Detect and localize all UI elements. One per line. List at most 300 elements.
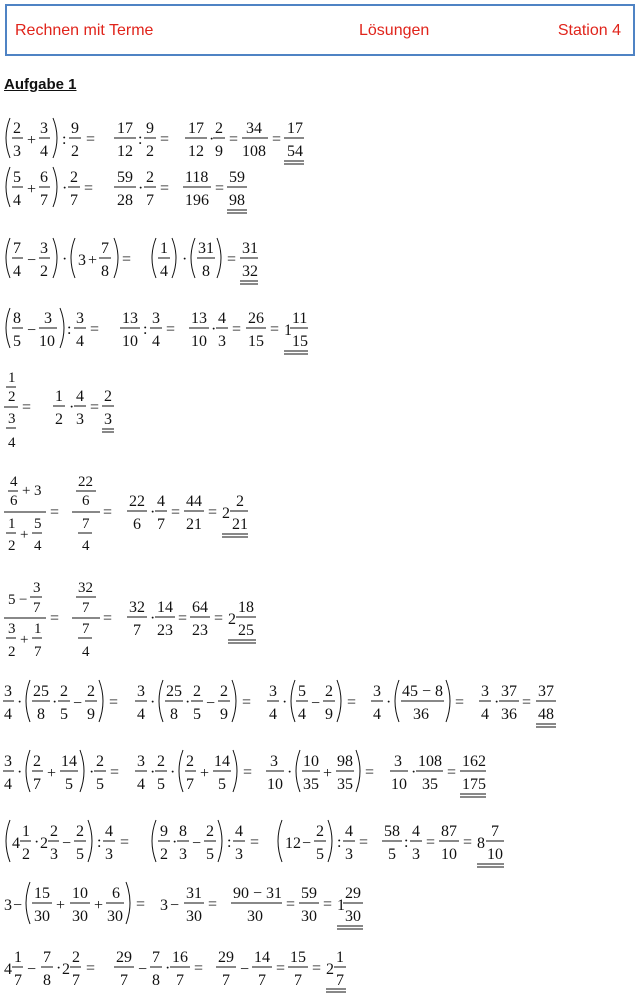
svg-text:7: 7 xyxy=(491,823,499,840)
svg-text:2: 2 xyxy=(206,823,214,840)
svg-text:31: 31 xyxy=(242,240,258,257)
svg-text:3: 3 xyxy=(345,846,353,863)
svg-text:8: 8 xyxy=(13,310,21,327)
svg-text:32: 32 xyxy=(242,263,258,280)
svg-text:7: 7 xyxy=(120,972,128,989)
svg-text:35: 35 xyxy=(337,776,353,793)
svg-text:3: 3 xyxy=(412,846,420,863)
problem-11-math xyxy=(0,874,640,934)
svg-text:+: + xyxy=(47,765,57,782)
svg-text:2: 2 xyxy=(33,753,41,770)
svg-text:175: 175 xyxy=(462,776,486,793)
svg-text:3: 3 xyxy=(137,753,145,770)
svg-text:29: 29 xyxy=(116,949,132,966)
svg-text:·: · xyxy=(150,610,156,627)
svg-text:2: 2 xyxy=(8,389,16,405)
svg-text:108: 108 xyxy=(418,753,442,770)
svg-text:4: 4 xyxy=(82,538,90,554)
svg-text:8: 8 xyxy=(152,972,160,989)
svg-text:6: 6 xyxy=(112,885,120,902)
svg-text:3: 3 xyxy=(4,753,12,770)
svg-text:=: = xyxy=(359,834,369,851)
header-solutions-label: Lösungen xyxy=(359,22,430,39)
svg-text:=: = xyxy=(84,180,94,197)
svg-text:=: = xyxy=(426,834,436,851)
svg-text:·: · xyxy=(34,834,40,851)
svg-text:·: · xyxy=(17,764,23,781)
svg-text:7: 7 xyxy=(72,972,80,989)
problem-6-math xyxy=(0,470,640,560)
svg-text:7: 7 xyxy=(336,972,344,989)
svg-text:8: 8 xyxy=(477,835,485,852)
svg-text:4: 4 xyxy=(12,835,20,852)
svg-text:2: 2 xyxy=(186,753,194,770)
svg-text:15: 15 xyxy=(292,333,308,350)
svg-text:·: · xyxy=(138,180,144,197)
svg-text:3: 3 xyxy=(105,846,113,863)
svg-text:1: 1 xyxy=(14,949,22,966)
svg-text:13: 13 xyxy=(191,310,207,327)
problem-6 xyxy=(0,470,640,554)
svg-text:7: 7 xyxy=(133,622,141,639)
svg-text:2: 2 xyxy=(13,120,21,137)
svg-text:31: 31 xyxy=(198,240,214,257)
svg-text:4: 4 xyxy=(481,706,489,723)
task-title: Aufgabe 1 xyxy=(4,76,77,93)
svg-text:·: · xyxy=(69,399,75,416)
problem-4 xyxy=(0,298,640,368)
svg-text:64: 64 xyxy=(192,599,208,616)
svg-text:8: 8 xyxy=(43,972,51,989)
svg-text:10: 10 xyxy=(267,776,283,793)
svg-text:17: 17 xyxy=(287,120,303,137)
svg-text:=: = xyxy=(208,896,218,913)
svg-text:22: 22 xyxy=(78,474,93,490)
svg-text:5: 5 xyxy=(65,776,73,793)
problem-4-math xyxy=(0,298,640,358)
svg-text:28: 28 xyxy=(117,192,133,209)
svg-text:·: · xyxy=(170,764,176,781)
svg-text:4: 4 xyxy=(157,493,165,510)
svg-text:32: 32 xyxy=(129,599,145,616)
svg-text:7: 7 xyxy=(157,516,165,533)
problem-5 xyxy=(0,368,640,451)
svg-text:=: = xyxy=(86,131,96,148)
svg-text:1: 1 xyxy=(22,823,30,840)
svg-text:15: 15 xyxy=(290,949,306,966)
svg-text:3: 3 xyxy=(44,310,52,327)
svg-text:·: · xyxy=(62,180,68,197)
svg-text:3: 3 xyxy=(50,846,58,863)
svg-text:4: 4 xyxy=(152,333,160,350)
svg-text::: : xyxy=(97,834,102,851)
svg-text:2: 2 xyxy=(40,263,48,280)
svg-text::: : xyxy=(404,834,409,851)
svg-text:30: 30 xyxy=(72,908,88,925)
svg-text:4: 4 xyxy=(4,706,12,723)
svg-text:58: 58 xyxy=(384,823,400,840)
svg-text:45 − 8: 45 − 8 xyxy=(402,683,444,700)
svg-text:·: · xyxy=(89,764,95,781)
problem-8 xyxy=(0,672,640,742)
svg-text:44: 44 xyxy=(186,493,202,510)
svg-text:·: · xyxy=(494,694,500,711)
svg-text:=: = xyxy=(250,834,260,851)
svg-text:−: − xyxy=(27,322,37,339)
svg-text:9: 9 xyxy=(325,706,333,723)
svg-text:4: 4 xyxy=(8,435,16,451)
problem-3-math xyxy=(0,228,640,288)
svg-text:=: = xyxy=(103,610,113,627)
svg-text:·: · xyxy=(150,764,156,781)
svg-text:14: 14 xyxy=(254,949,270,966)
svg-text:59: 59 xyxy=(301,885,317,902)
svg-text:4: 4 xyxy=(373,706,381,723)
svg-text:59: 59 xyxy=(229,169,245,186)
svg-text:9: 9 xyxy=(71,120,79,137)
svg-text:2: 2 xyxy=(220,683,228,700)
svg-text:22: 22 xyxy=(129,493,145,510)
svg-text:2: 2 xyxy=(193,683,201,700)
problem-12-math xyxy=(0,938,640,992)
svg-text:59: 59 xyxy=(117,169,133,186)
svg-text:4: 4 xyxy=(218,310,226,327)
svg-text:3: 3 xyxy=(40,240,48,257)
svg-text:+: + xyxy=(94,897,104,914)
svg-text:=: = xyxy=(272,131,282,148)
svg-text:162: 162 xyxy=(462,753,486,770)
svg-text:7: 7 xyxy=(43,949,51,966)
svg-text:·: · xyxy=(150,504,156,521)
svg-text:3: 3 xyxy=(137,683,145,700)
svg-text:9: 9 xyxy=(220,706,228,723)
svg-text:1: 1 xyxy=(8,370,16,386)
svg-text:·: · xyxy=(411,764,417,781)
svg-text:32: 32 xyxy=(78,580,93,596)
svg-text:25: 25 xyxy=(238,622,254,639)
svg-text:23: 23 xyxy=(192,622,208,639)
svg-text:=: = xyxy=(214,610,224,627)
svg-text:11: 11 xyxy=(292,310,308,327)
svg-text:3: 3 xyxy=(78,252,86,269)
svg-text:−: − xyxy=(62,835,72,852)
svg-text:=: = xyxy=(215,180,225,197)
svg-text:12: 12 xyxy=(188,143,204,160)
svg-text:1: 1 xyxy=(160,240,168,257)
problem-5-math xyxy=(0,368,640,458)
problem-9-math xyxy=(0,742,640,802)
svg-text:1: 1 xyxy=(55,388,63,405)
svg-text:=: = xyxy=(463,834,473,851)
svg-text:=: = xyxy=(232,321,242,338)
svg-text:9: 9 xyxy=(87,706,95,723)
svg-text:=: = xyxy=(323,896,333,913)
svg-text:2: 2 xyxy=(104,388,112,405)
svg-text:4: 4 xyxy=(269,706,277,723)
svg-text:4: 4 xyxy=(137,776,145,793)
svg-text:=: = xyxy=(276,960,286,977)
svg-text:−: − xyxy=(206,695,216,712)
svg-text:−: − xyxy=(311,695,321,712)
svg-text:10: 10 xyxy=(303,753,319,770)
svg-text:2: 2 xyxy=(87,683,95,700)
svg-text:·: · xyxy=(209,131,215,148)
svg-text:=: = xyxy=(90,321,100,338)
svg-text:14: 14 xyxy=(157,599,173,616)
svg-text:=: = xyxy=(86,960,96,977)
svg-text:2: 2 xyxy=(325,683,333,700)
svg-text:5: 5 xyxy=(8,592,16,608)
svg-text:·: · xyxy=(62,251,68,268)
svg-text:−: − xyxy=(192,835,202,852)
svg-text:8: 8 xyxy=(179,823,187,840)
svg-text:·: · xyxy=(17,694,23,711)
svg-text:30: 30 xyxy=(345,908,361,925)
svg-text:7: 7 xyxy=(14,972,22,989)
svg-text:·: · xyxy=(287,764,293,781)
svg-text:=: = xyxy=(194,960,204,977)
svg-text:9: 9 xyxy=(160,823,168,840)
svg-text:5: 5 xyxy=(218,776,226,793)
svg-text:1: 1 xyxy=(336,949,344,966)
svg-text:29: 29 xyxy=(218,949,234,966)
svg-text:3: 3 xyxy=(40,120,48,137)
svg-text:3: 3 xyxy=(270,753,278,770)
svg-text::: : xyxy=(67,321,72,338)
svg-text:4: 4 xyxy=(298,706,306,723)
svg-text:3: 3 xyxy=(34,483,42,499)
svg-text:7: 7 xyxy=(40,192,48,209)
svg-text:5: 5 xyxy=(13,169,21,186)
svg-text:4: 4 xyxy=(4,776,12,793)
svg-text:=: = xyxy=(455,694,465,711)
svg-text:5: 5 xyxy=(157,776,165,793)
svg-text::: : xyxy=(138,131,143,148)
svg-text:4: 4 xyxy=(10,474,18,490)
svg-text:98: 98 xyxy=(337,753,353,770)
svg-text:4: 4 xyxy=(345,823,353,840)
problem-12 xyxy=(0,938,640,1008)
svg-text:3: 3 xyxy=(8,621,16,637)
svg-text:37: 37 xyxy=(501,683,517,700)
svg-text:35: 35 xyxy=(303,776,319,793)
svg-text:3: 3 xyxy=(13,143,21,160)
svg-text:4: 4 xyxy=(4,961,12,978)
problem-7-math xyxy=(0,576,640,666)
svg-text:2: 2 xyxy=(40,835,48,852)
svg-text:7: 7 xyxy=(13,240,21,257)
svg-text:2: 2 xyxy=(62,961,70,978)
svg-text:7: 7 xyxy=(82,600,90,616)
svg-text:2: 2 xyxy=(55,411,63,428)
svg-text:+: + xyxy=(22,483,31,499)
svg-text:=: = xyxy=(447,764,457,781)
svg-text:2: 2 xyxy=(76,823,84,840)
svg-text:=: = xyxy=(110,764,120,781)
svg-text:2: 2 xyxy=(50,823,58,840)
svg-text:7: 7 xyxy=(294,972,302,989)
svg-text:+: + xyxy=(323,765,333,782)
svg-text:7: 7 xyxy=(101,240,109,257)
svg-text:=: = xyxy=(286,896,296,913)
svg-text:196: 196 xyxy=(185,192,209,209)
svg-text:=: = xyxy=(50,504,60,521)
svg-text:7: 7 xyxy=(70,192,78,209)
svg-text:17: 17 xyxy=(188,120,204,137)
svg-text:+: + xyxy=(27,132,37,149)
svg-text:7: 7 xyxy=(186,776,194,793)
svg-text:4: 4 xyxy=(13,192,21,209)
svg-text:2: 2 xyxy=(22,846,30,863)
svg-text:8: 8 xyxy=(170,706,178,723)
svg-text:54: 54 xyxy=(287,143,303,160)
svg-text:3: 3 xyxy=(160,897,168,914)
svg-text:4: 4 xyxy=(82,644,90,660)
svg-text:2: 2 xyxy=(157,753,165,770)
problem-10-math xyxy=(0,812,640,872)
svg-text:15: 15 xyxy=(34,885,50,902)
svg-text:1: 1 xyxy=(337,897,345,914)
svg-text:7: 7 xyxy=(33,600,41,616)
svg-text:−: − xyxy=(138,961,148,978)
problem-11 xyxy=(0,874,640,944)
svg-text:+: + xyxy=(20,632,29,648)
svg-text:=: = xyxy=(229,131,239,148)
svg-text:18: 18 xyxy=(238,599,254,616)
svg-text::: : xyxy=(62,131,67,148)
svg-text:·: · xyxy=(150,694,156,711)
svg-text:=: = xyxy=(166,321,176,338)
svg-text:2: 2 xyxy=(160,846,168,863)
svg-text:4: 4 xyxy=(13,263,21,280)
svg-text:3: 3 xyxy=(179,846,187,863)
svg-text:36: 36 xyxy=(413,706,429,723)
svg-text:16: 16 xyxy=(172,949,188,966)
problem-2 xyxy=(0,157,640,227)
svg-text:4: 4 xyxy=(412,823,420,840)
svg-text:25: 25 xyxy=(166,683,182,700)
svg-text:−: − xyxy=(19,592,28,608)
svg-text:2: 2 xyxy=(72,949,80,966)
svg-text:=: = xyxy=(103,504,113,521)
svg-text:·: · xyxy=(182,251,188,268)
svg-text:30: 30 xyxy=(34,908,50,925)
svg-text:48: 48 xyxy=(538,706,554,723)
svg-text:5: 5 xyxy=(76,846,84,863)
svg-text:30: 30 xyxy=(247,908,263,925)
svg-text:5: 5 xyxy=(34,516,42,532)
svg-text:108: 108 xyxy=(242,143,266,160)
svg-text:23: 23 xyxy=(157,622,173,639)
svg-text:98: 98 xyxy=(229,192,245,209)
svg-text:118: 118 xyxy=(185,169,209,186)
svg-text:26: 26 xyxy=(248,310,264,327)
svg-text:2: 2 xyxy=(146,143,154,160)
svg-text:7: 7 xyxy=(34,644,42,660)
svg-text:12: 12 xyxy=(285,835,301,852)
svg-text:=: = xyxy=(109,694,119,711)
svg-text:+: + xyxy=(56,897,66,914)
svg-text:7: 7 xyxy=(82,621,90,637)
svg-text:−: − xyxy=(27,252,37,269)
svg-text:6: 6 xyxy=(82,493,90,509)
svg-text:+: + xyxy=(20,527,29,543)
svg-text:3: 3 xyxy=(76,310,84,327)
svg-text:7: 7 xyxy=(82,516,90,532)
svg-text:3: 3 xyxy=(76,411,84,428)
svg-text:·: · xyxy=(52,694,58,711)
header-station-label: Station 4 xyxy=(557,22,621,39)
svg-text:2: 2 xyxy=(146,169,154,186)
svg-text:5: 5 xyxy=(206,846,214,863)
svg-text:1: 1 xyxy=(34,621,42,637)
svg-text:37: 37 xyxy=(538,683,554,700)
svg-text:87: 87 xyxy=(441,823,457,840)
svg-text::: : xyxy=(143,321,148,338)
svg-text:2: 2 xyxy=(228,611,236,628)
svg-text:=: = xyxy=(22,399,32,416)
svg-text:+: + xyxy=(200,765,210,782)
svg-text:14: 14 xyxy=(61,753,77,770)
svg-text:·: · xyxy=(172,834,178,851)
svg-text:=: = xyxy=(347,694,357,711)
svg-text:13: 13 xyxy=(122,310,138,327)
svg-text:−: − xyxy=(302,835,312,852)
svg-text:3: 3 xyxy=(235,846,243,863)
svg-text:7: 7 xyxy=(222,972,230,989)
svg-text:2: 2 xyxy=(236,493,244,510)
svg-text:−: − xyxy=(240,961,250,978)
problem-10 xyxy=(0,812,640,882)
svg-text:10: 10 xyxy=(72,885,88,902)
svg-text:7: 7 xyxy=(258,972,266,989)
svg-text:5: 5 xyxy=(193,706,201,723)
svg-text:3: 3 xyxy=(8,411,16,427)
svg-text:=: = xyxy=(50,610,60,627)
svg-text:10: 10 xyxy=(441,846,457,863)
svg-text:2: 2 xyxy=(60,683,68,700)
problem-3 xyxy=(0,228,640,298)
problem-2-math xyxy=(0,157,640,217)
svg-text:2: 2 xyxy=(222,505,230,522)
svg-text:4: 4 xyxy=(34,538,42,554)
svg-text:2: 2 xyxy=(8,538,16,554)
svg-text:·: · xyxy=(165,960,171,977)
svg-text:90 − 31: 90 − 31 xyxy=(233,885,283,902)
svg-text:=: = xyxy=(120,834,130,851)
svg-text:−: − xyxy=(73,695,83,712)
svg-text:2: 2 xyxy=(70,169,78,186)
svg-text:−: − xyxy=(170,897,180,914)
svg-text:+: + xyxy=(88,252,98,269)
svg-text:3: 3 xyxy=(152,310,160,327)
svg-text:31: 31 xyxy=(186,885,202,902)
svg-text:6: 6 xyxy=(40,169,48,186)
svg-text:=: = xyxy=(171,504,181,521)
svg-text:3: 3 xyxy=(481,683,489,700)
svg-text:=: = xyxy=(160,131,170,148)
svg-text:·: · xyxy=(386,694,392,711)
svg-text:·: · xyxy=(211,321,217,338)
svg-text:4: 4 xyxy=(160,263,168,280)
problem-9 xyxy=(0,742,640,812)
svg-text:2: 2 xyxy=(215,120,223,137)
problem-8-math xyxy=(0,672,640,732)
svg-text:5: 5 xyxy=(298,683,306,700)
svg-text:2: 2 xyxy=(326,961,334,978)
svg-text:30: 30 xyxy=(107,908,123,925)
svg-text:4: 4 xyxy=(76,333,84,350)
